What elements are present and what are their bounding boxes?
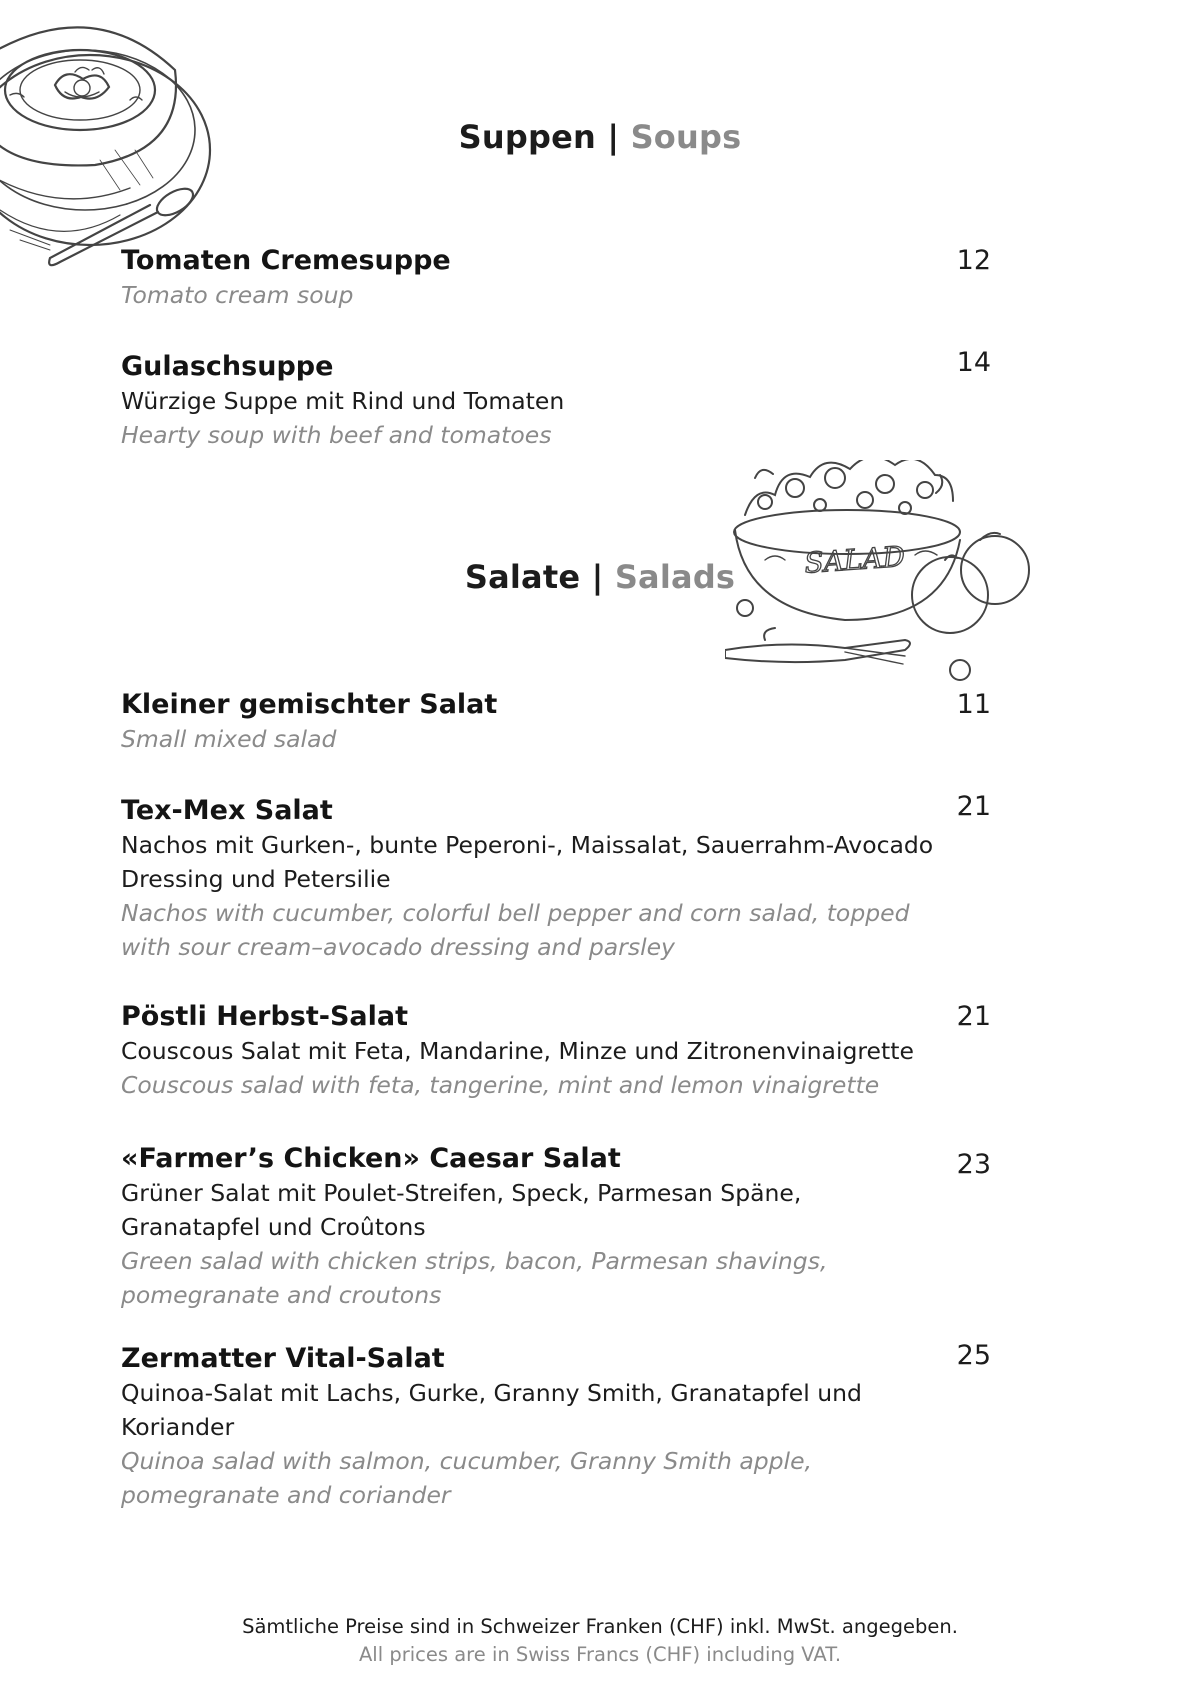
- menu-item: [121, 688, 991, 756]
- menu-item: [121, 244, 991, 312]
- menu-item-price: 25: [956, 1340, 991, 1371]
- menu-item-description-en: Nachos with cucumber, colorful bell pepper and corn salad, topped with sour cream–avocado dressing and parsley: [121, 899, 910, 961]
- menu-item-description-en: Tomato cream soup: [121, 281, 354, 309]
- price-note-de: Sämtliche Preise sind in Schweizer Franken (CHF) inkl. MwSt. angegeben.: [242, 1615, 958, 1638]
- section-title-separator: |: [591, 558, 604, 596]
- menu-item: [121, 347, 991, 452]
- menu-item-price: 21: [956, 1001, 991, 1032]
- section-title-salads: [0, 558, 1200, 596]
- menu-item-price: 11: [956, 689, 991, 720]
- price-note-en: All prices are in Swiss Francs (CHF) including VAT.: [358, 1643, 842, 1666]
- price-note-footer: [0, 1613, 1200, 1669]
- menu-item-name: Pöstli Herbst-Salat: [121, 1001, 409, 1032]
- menu-item-price: 12: [956, 245, 991, 276]
- menu-item-price: 23: [956, 1149, 991, 1180]
- menu-item: [121, 1340, 991, 1512]
- menu-item: [121, 1000, 991, 1102]
- menu-item-name: Gulaschsuppe: [121, 351, 334, 382]
- section-title-separator: |: [607, 118, 620, 156]
- section-title-soups: [0, 118, 1200, 156]
- menu-item-description-en: Quinoa salad with salmon, cucumber, Granny Smith apple, pomegranate and coriander: [121, 1447, 813, 1509]
- menu-item-description-de: Quinoa-Salat mit Lachs, Gurke, Granny Smith, Granatapfel und Koriander: [121, 1379, 862, 1441]
- menu-item-name: «Farmer’s Chicken» Caesar Salat: [121, 1143, 621, 1174]
- menu-item-name: Tex-Mex Salat: [121, 795, 333, 826]
- menu-item-description-en: Couscous salad with feta, tangerine, mint and lemon vinaigrette: [121, 1071, 880, 1099]
- menu-item-price: 21: [956, 791, 991, 822]
- menu-item: [121, 1142, 991, 1312]
- menu-item-name: Zermatter Vital-Salat: [121, 1343, 445, 1374]
- menu-item-name: Kleiner gemischter Salat: [121, 689, 498, 720]
- section-title-en: Soups: [630, 118, 742, 156]
- section-title-en: Salads: [614, 558, 736, 596]
- menu-item-description-de: Würzige Suppe mit Rind und Tomaten: [121, 387, 565, 415]
- section-title-de: Salate: [464, 558, 581, 596]
- menu-item-description-en: Small mixed salad: [121, 725, 337, 753]
- menu-item: [121, 791, 991, 964]
- menu-item-description-en: Green salad with chicken strips, bacon, Parmesan shavings, pomegranate and croutons: [121, 1247, 828, 1309]
- menu-item-name: Tomaten Cremesuppe: [121, 245, 451, 276]
- menu-item-description-en: Hearty soup with beef and tomatoes: [121, 421, 552, 449]
- menu-item-description-de: Nachos mit Gurken-, bunte Peperoni-, Maissalat, Sauerrahm-Avocado Dressing und Petersilie: [121, 831, 934, 893]
- menu-item-price: 14: [956, 347, 991, 378]
- salad-bowl-lettering: SALAD: [803, 539, 907, 580]
- section-title-de: Suppen: [458, 118, 596, 156]
- menu-item-description-de: Grüner Salat mit Poulet-Streifen, Speck, Parmesan Späne, Granatapfel und Croûtons: [121, 1179, 802, 1241]
- menu-item-description-de: Couscous Salat mit Feta, Mandarine, Minze und Zitronenvinaigrette: [121, 1037, 914, 1065]
